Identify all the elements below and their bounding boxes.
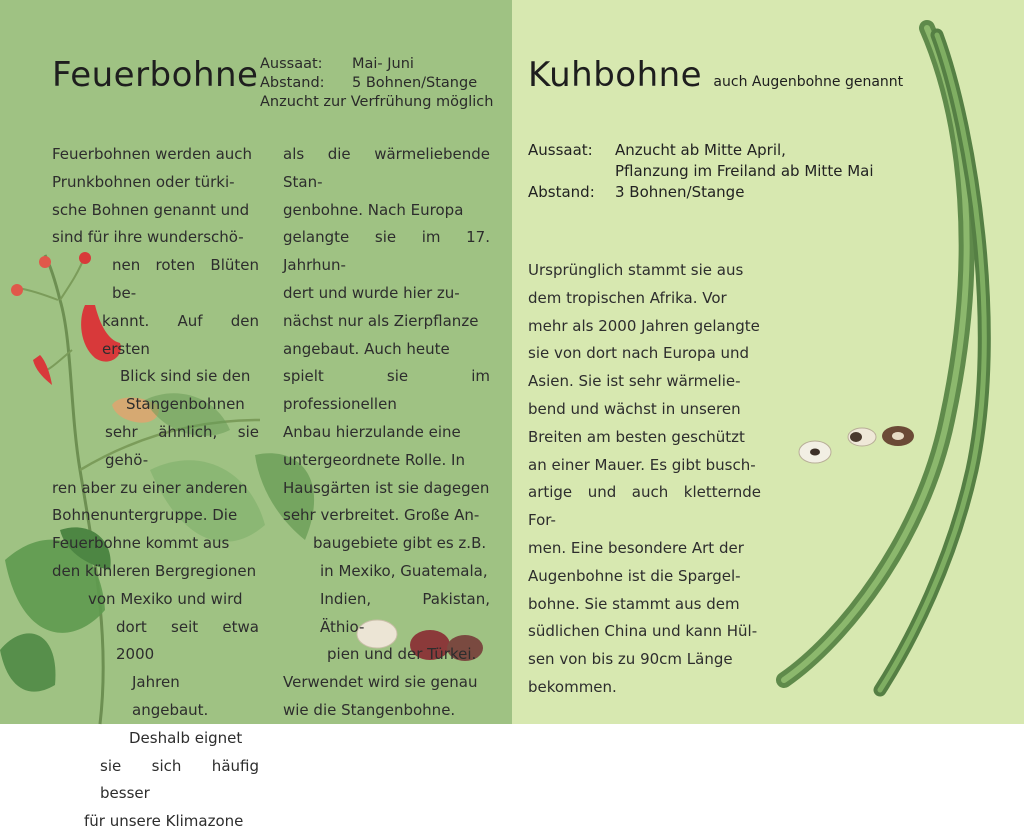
text-line: dort seit etwa 2000 (116, 617, 259, 664)
text-line: Feuerbohnen werden auch (52, 145, 253, 163)
kuhbohne-body (528, 257, 761, 702)
text-line: für unsere Klimazone (84, 812, 244, 831)
anzucht-note: Anzucht zur Verfrühung möglich (260, 94, 494, 110)
text-line: südlichen China und kann Hül- (528, 622, 758, 641)
text-line: bohne. Sie stammt aus dem (528, 594, 740, 613)
text-line: Bohnenuntergruppe. Die (52, 506, 238, 525)
text-line: sehr ähnlich, sie gehö- (105, 422, 259, 469)
text-line: bend und wächst in unseren (528, 399, 741, 418)
abstand-value: 5 Bohnen/Stange (352, 75, 478, 91)
text-line: sche Bohnen genannt und (52, 200, 250, 219)
feuerbohne-meta (260, 55, 493, 112)
text-line: men. Eine besondere Art der (528, 538, 744, 557)
text-line: Ursprünglich stammt sie aus (528, 261, 744, 279)
text-line: sen von bis zu 90cm Länge (528, 650, 733, 669)
feuerbohne-page (0, 0, 512, 831)
text-line: von Mexiko und wird (88, 589, 243, 608)
text-line: bekommen. (528, 677, 617, 696)
text-line: Deshalb eignet (129, 728, 243, 747)
text-line: dem tropischen Afrika. Vor (528, 288, 727, 307)
text-line: sehr verbreitet. Große An- (283, 506, 480, 525)
kuhbohne-title: Kuhbohne (528, 55, 703, 95)
text-line: sie sich häufig besser (100, 756, 259, 803)
aussaat-label: Aussaat: (260, 56, 323, 72)
abstand-label: Abstand: (260, 75, 325, 91)
text-line: angebaut. Auch heute (283, 339, 450, 358)
text-line: gelangte sie im 17. Jahrhun- (283, 228, 490, 275)
text-line: in Mexiko, Guatemala, (320, 561, 488, 580)
aussaat-label: Aussaat: (528, 141, 593, 159)
kuhbohne-meta (528, 140, 874, 203)
aussaat-value-1: Anzucht ab Mitte April, (615, 141, 786, 159)
text-line: Feuerbohne kommt aus (52, 534, 230, 553)
kuhbohne-page (512, 0, 1024, 724)
text-line: mehr als 2000 Jahren gelangte (528, 316, 760, 335)
text-line: untergeordnete Rolle. In (283, 450, 465, 469)
text-line: Prunkbohnen oder türki- (52, 172, 235, 191)
aussaat-value-2: Pflanzung im Freiland ab Mitte Mai (615, 162, 874, 180)
feuerbohne-column-1 (52, 141, 259, 836)
text-line: Verwendet wird sie genau (283, 673, 478, 692)
text-line: baugebiete gibt es z.B. (313, 534, 487, 553)
text-line: dert und wurde hier zu- (283, 283, 460, 302)
text-line: Anbau hierzulande eine (283, 422, 461, 441)
text-line: nächst nur als Zierpflanze (283, 311, 479, 330)
text-line: Indien, Pakistan, Äthio- (320, 589, 490, 636)
text-line: Stangenbohnen (126, 395, 245, 414)
text-line: wie die Stangenbohne. (283, 700, 456, 719)
text-line: spielt sie im professionellen (283, 367, 490, 414)
text-line: sind für ihre wunderschö- (52, 228, 244, 247)
text-line: pien und der Türkei. (327, 645, 477, 664)
kuhbohne-subtitle: auch Augenbohne genannt (713, 74, 904, 90)
text-line: nen roten Blüten be- (112, 256, 259, 302)
text-line: Breiten am besten geschützt (528, 427, 745, 446)
text-line: Asien. Sie ist sehr wärmelie- (528, 372, 741, 391)
text-line: als die wärmeliebende Stan- (283, 145, 490, 191)
text-line: genbohne. Nach Europa (283, 200, 464, 219)
text-line: sie von dort nach Europa und (528, 344, 750, 363)
text-line: Augenbohne ist die Spargel- (528, 566, 741, 585)
kuhbohne-title-row (528, 55, 903, 95)
aussaat-value: Mai- Juni (352, 56, 414, 72)
text-line: kannt. Auf den ersten (102, 311, 259, 358)
feuerbohne-title: Feuerbohne (52, 55, 259, 95)
text-line: Blick sind sie den (120, 367, 251, 386)
text-line: ren aber zu einer anderen (52, 478, 248, 497)
abstand-value: 3 Bohnen/Stange (615, 183, 745, 201)
text-line: an einer Mauer. Es gibt busch- (528, 455, 756, 474)
abstand-label: Abstand: (528, 183, 595, 201)
text-line: Hausgärten ist sie dagegen (283, 478, 490, 497)
text-line: artige und auch kletternde For- (528, 483, 761, 530)
feuerbohne-column-2 (283, 141, 490, 725)
text-line: den kühleren Bergregionen (52, 561, 257, 580)
text-line: Jahren angebaut. (132, 673, 209, 719)
